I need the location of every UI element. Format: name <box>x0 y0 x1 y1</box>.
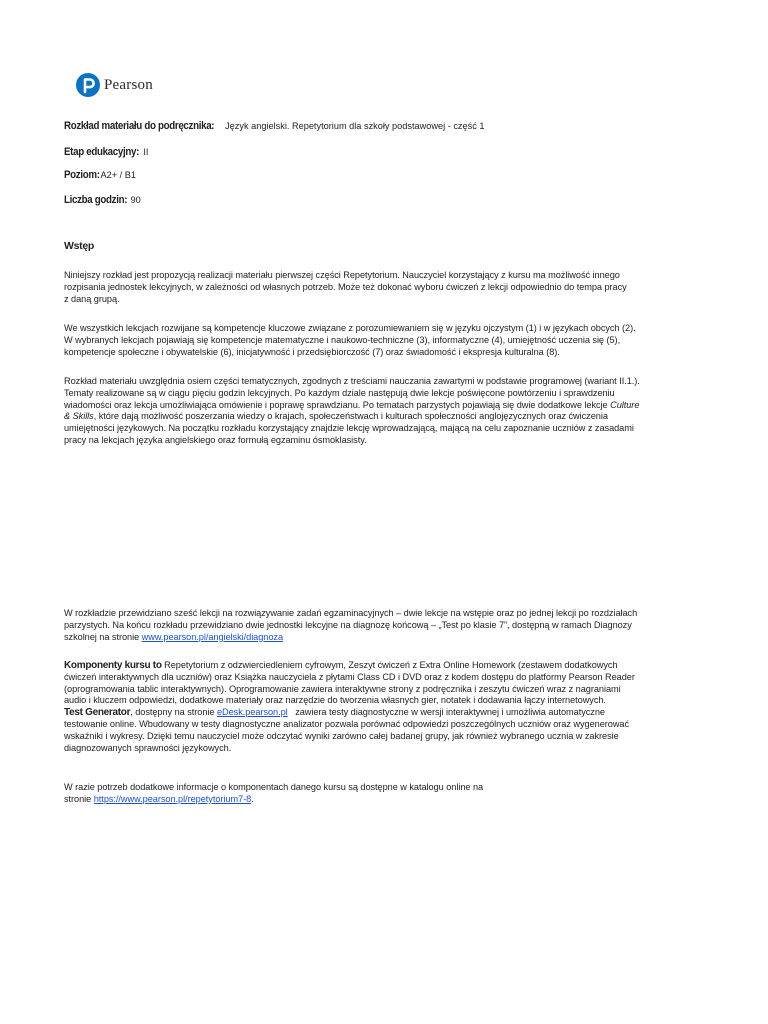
text-line: W razie potrzeb dodatkowe informacje o komponentach danego kursu są dostępne w katalogu online na <box>64 782 484 792</box>
text-line: wskaźniki i wykresy. Dzięki temu nauczyciel może odczytać wyniki zarówno całej badanej grupy, jak również wybranego ucznia w zakresie <box>64 730 619 741</box>
meta-key: Liczba godzin: <box>64 194 128 206</box>
pearson-p-icon <box>76 73 100 97</box>
text-segment: zawiera testy diagnostyczne w wersji interaktywnej i umożliwia automatyczne <box>295 707 605 718</box>
text-line: diagnozowanych sprawności językowych. <box>64 742 232 753</box>
text-line: kompetencje społeczne i obywatelskie (6), inicjatywność i przedsiębiorczość (7) oraz świadomość i ekspresja kulturalna (8). <box>64 346 560 357</box>
meta-hours <box>64 194 141 207</box>
text-line: (oprogramowania tablic interaktywnych). Oprogramowanie zawiera interaktywne strony z podręcznika i zeszytu ćwiczeń wraz z nagraniami <box>64 683 621 694</box>
meta-value: 90 <box>130 195 141 205</box>
intro-heading: Wstęp <box>64 240 95 252</box>
italic-term: & Skills <box>64 411 94 422</box>
text-segment: wiadomości oraz lekcja umożliwiająca omówienie i poprawę sprawdzianu. Po tematach parzystych pojawiają się dwie dodatkowe lekcje <box>64 399 608 410</box>
text-line: ćwiczeń interaktywnych dla uczniów) oraz Książka nauczyciela z płytami Class CD i DVD oraz z kodem dostępu do platformy Pearson Reader <box>64 671 635 682</box>
exams-paragraph <box>64 608 704 643</box>
meta-coursebook <box>64 120 484 133</box>
meta-value: II <box>143 147 149 157</box>
text-line: Rozkład materiału uwzględnia osiem części tematycznych, zgodnych z treściami nauczania zawartymi w podstawie programowej (wariant II.1.). <box>64 376 640 386</box>
text-line: z daną grupą. <box>64 293 120 304</box>
text-line: pracy na lekcjach języka angielskiego oraz formułą egzaminu ósmoklasisty. <box>64 434 367 445</box>
text-segment: stronie <box>64 793 92 804</box>
meta-level <box>64 169 136 182</box>
text-segment: , dostępny na stronie <box>130 707 215 718</box>
text-line: parzystych. Na końcu rozkładu przewidziano dwie jednostki lekcyjne na diagnozę końcową – „Test po klasie 7”, dostępną w ramach Diagnozy <box>64 619 632 630</box>
text-line: rozpisania jednostek lekcyjnych, w zależności od własnych potrzeb. Może też dokonać wyboru ćwiczeń z lekcji odpowiednio do tempa pracy <box>64 281 627 292</box>
meta-stage <box>64 146 148 159</box>
test-generator-label: Test Generator <box>64 707 131 719</box>
text-line <box>64 707 704 719</box>
text-line: W rozkładzie przewidziano sześć lekcji na rozwiązywanie zadań egzaminacyjnych – dwie lekcje na wstępie oraz po jednej lekcji po rozdziałach <box>64 608 638 618</box>
brand-name: Pearson <box>104 76 153 93</box>
text-line: W wybranych lekcjach pojawiają się kompetencje matematyczne i naukowo-techniczne (3), informatyczne (4), umiejętność uczenia się (5), <box>64 334 621 345</box>
text-line <box>64 411 704 423</box>
text-line: umiejętności językowych. Na początku rozkładu korzystający znajdzie lekcję wprowadzającą, mającą na celu zapoznanie uczniów z zasadami <box>64 423 634 434</box>
italic-term: Culture <box>610 399 640 410</box>
intro-paragraph-3 <box>64 376 704 447</box>
text-line: We wszystkich lekcjach rozwijane są kompetencje kluczowe związane z porozumiewaniem się w języku ojczystym (1) i w językach obcych (2). <box>64 323 636 333</box>
text-line: Tematy realizowane są w ciągu pięciu godzin lekcyjnych. Po każdym dziale następują dwie lekcje poświęcone powtórzeniu i sprawdzeniu <box>64 387 615 398</box>
components-label: Komponenty kursu to <box>64 660 162 671</box>
text-segment: szkolnej na stronie <box>64 631 140 642</box>
text-line: testowanie online. Wbudowany w testy diagnostyczne analizator pozwala porównać odpowiedzi poszczególnych uczniów oraz wygenerować <box>64 718 630 729</box>
text-line <box>64 660 704 672</box>
more-info-paragraph <box>64 782 704 806</box>
intro-paragraph-1 <box>64 270 704 305</box>
pearson-logo <box>76 72 153 98</box>
text-line: Niniejszy rozkład jest propozycją realizacji materiału pierwszej części Repetytorium. Nauczyciel korzystający z kursu ma możliwość innego <box>64 270 620 280</box>
meta-key: Poziom: <box>64 169 100 181</box>
repetytorium-link[interactable]: https://www.pearson.pl/repetytorium7-8 <box>93 793 252 804</box>
components-paragraph <box>64 660 704 754</box>
text-line <box>64 632 704 644</box>
text-segment: . <box>251 793 254 804</box>
edesk-link[interactable]: eDesk.pearson.pl <box>216 707 288 718</box>
meta-value: A2+ / B1 <box>100 170 137 180</box>
text-segment: Repetytorium z odzwierciedleniem cyfrowym, Zeszyt ćwiczeń z Extra Online Homework (zestawem dodatkowych <box>164 660 618 670</box>
intro-paragraph-2 <box>64 323 704 358</box>
meta-key: Rozkład materiału do podręcznika: <box>64 120 215 132</box>
text-segment: , które dają możliwość poszerzania wiedzy o krajach, społeczeństwach i kulturach społeczności anglojęzycznych oraz ćwiczenia <box>93 411 608 422</box>
text-line <box>64 794 704 806</box>
text-line <box>64 400 704 412</box>
meta-value: Język angielski. Repetytorium dla szkoły podstawowej - część 1 <box>225 121 485 131</box>
meta-key: Etap edukacyjny: <box>64 146 140 158</box>
text-line: audio i kluczem odpowiedzi, dodatkowe materiały oraz narzędzie do tworzenia własnych gier, notatek i dodawania łączy internetowych. <box>64 695 606 706</box>
diagnoza-link[interactable]: www.pearson.pl/angielski/diagnoza <box>141 631 284 642</box>
